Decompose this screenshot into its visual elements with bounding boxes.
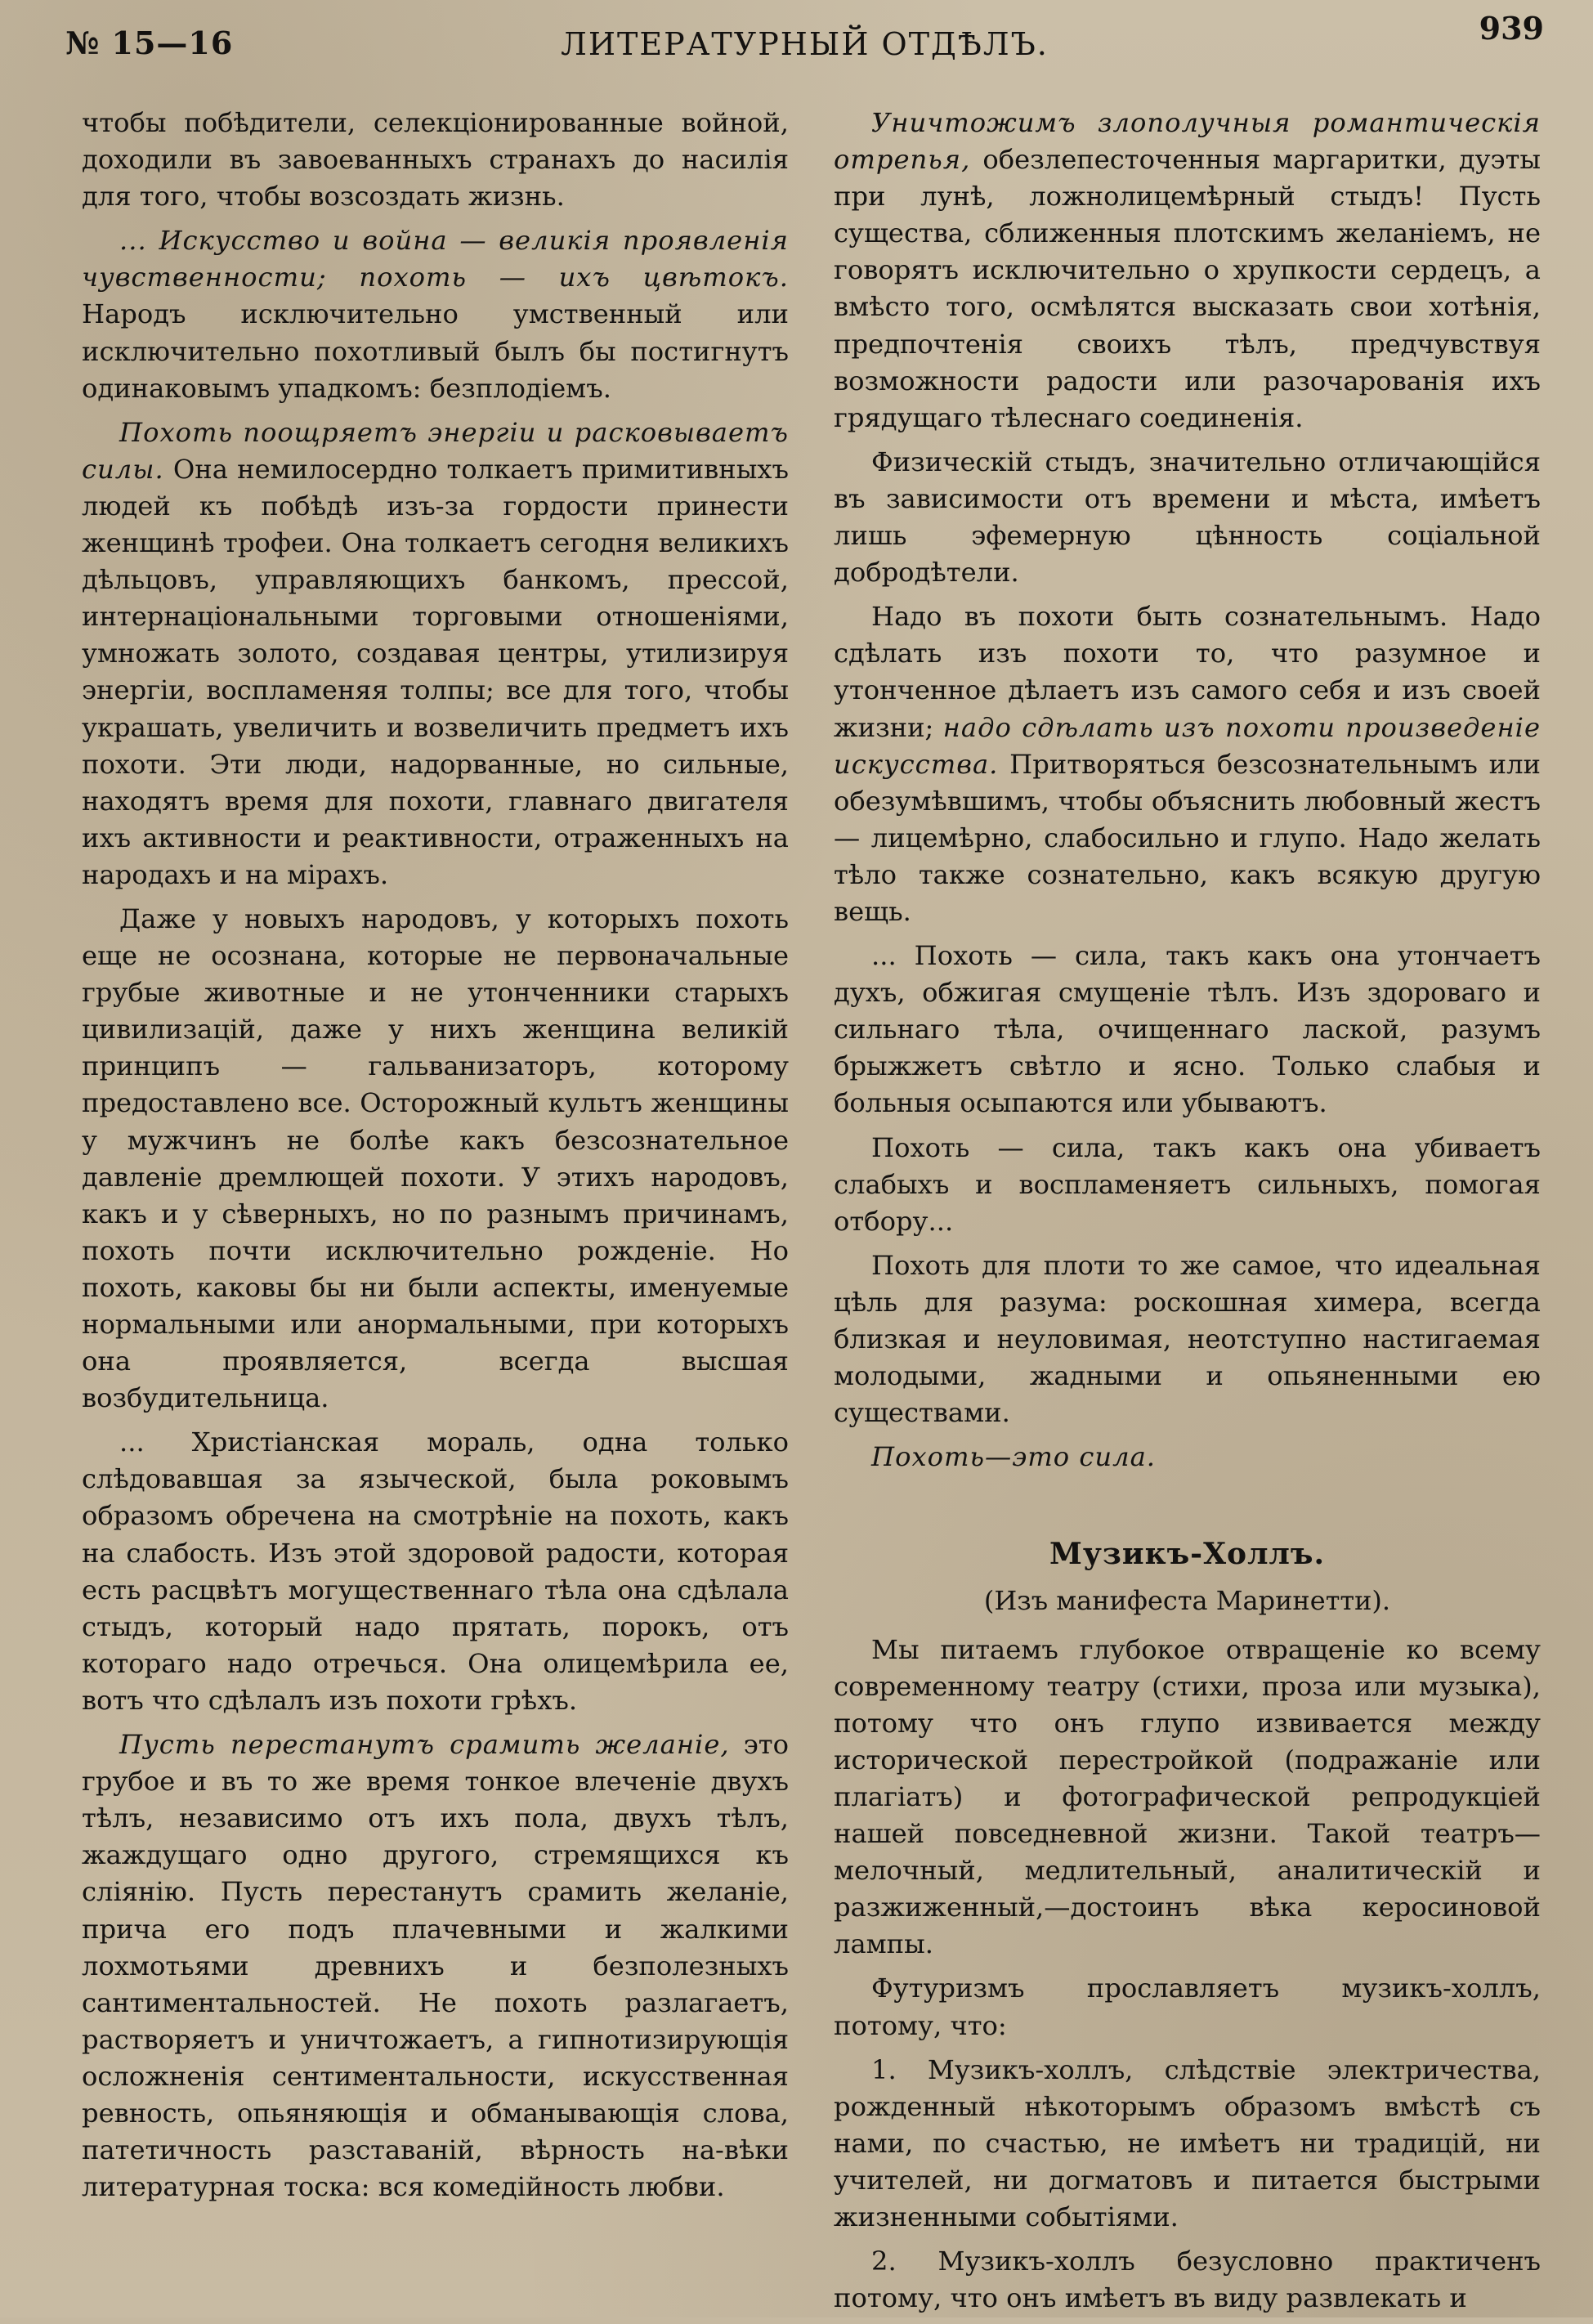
- running-head: [65, 10, 1544, 67]
- italic-passage: Похоть—это сила.: [871, 1441, 1157, 1473]
- italic-passage: Уничтожимъ злополучныя романтическія отрепья,: [834, 107, 1541, 176]
- section-title: ЛИТЕРАТУРНЫЙ ОТДѢЛЪ.: [561, 26, 1049, 62]
- list-item: 2. Музикъ-холлъ безусловно практиченъ потому, что онъ имѣетъ въ виду развлекать и: [834, 2246, 1541, 2314]
- list-item: 1. Музикъ-холлъ, слѣдствіе электричества, рожденный нѣкоторымъ образомъ вмѣстѣ съ нами, по счастью, не имѣетъ ни традицій, ни учителей, ни догматовъ и питается быстрыми жизненными событіями.: [834, 2053, 1541, 2232]
- article-heading: Музикъ-Холлъ.: [1049, 1537, 1325, 1572]
- paragraph-text: обезлепесточенныя маргаритки, дуэты при лунѣ, ложнолицемѣрный стыдъ! Пусть существа, сближенныя плотскимъ желаніемъ, не говорятъ исключительно о хрупкости сердецъ, а вмѣсто того, осмѣлятся высказать свои хотѣнія, предпочтенія своихъ тѣлъ, предчувствуя возможности радости или разочарованія ихъ грядущаго тѣлеснаго соединенія.: [834, 144, 1541, 433]
- italic-passage: Похоть поощряетъ энергіи и расковываетъ силы.: [82, 416, 789, 485]
- paragraph: [834, 105, 1541, 437]
- paragraph-text: Притворяться безсознательнымъ или обезумѣвшимъ, чтобы объяснить любовный жестъ — лицемѣрно, слабосильно и глупо. Надо желать тѣло также сознательно, какъ всякую другую вещь.: [834, 748, 1541, 927]
- page-number: 939: [1479, 10, 1544, 47]
- paragraph: Футуризмъ прославляетъ музикъ-холлъ, потому, что:: [834, 1972, 1541, 2041]
- paragraph: ... Похоть — сила, такъ какъ она утончаетъ духъ, обжигая смущеніе тѣлъ. Изъ здороваго и сильнаго тѣла, очищеннаго лаской, разумъ брыжжетъ свѣтло и ясно. Только слабыя и больныя осыпаются или убываютъ.: [834, 940, 1541, 1119]
- right-column: [834, 105, 1541, 2324]
- left-column: [82, 105, 789, 2213]
- paragraph: Похоть — сила, такъ какъ она убиваетъ слабыхъ и воспламеняетъ сильныхъ, помогая отбору...: [834, 1131, 1541, 1237]
- paragraph: Физическій стыдъ, значительно отличающійся въ зависимости отъ времени и мѣста, имѣетъ лишь эфемерную цѣнность соціальной добродѣтели.: [834, 446, 1541, 589]
- paragraph: [82, 1726, 789, 2205]
- italic-passage: надо сдѣлать изъ похоти произведеніе искусства.: [834, 711, 1541, 780]
- italic-passage: ... Искусство и война — великія проявленія чувственности; похоть — ихъ цвѣтокъ.: [82, 225, 789, 293]
- paragraph: [82, 414, 789, 893]
- paragraph: Мы питаемъ глубокое отвращеніе ко всему современному театру (стихи, проза или музыка), потому что онъ глупо извивается между исторической перестройкой (подражаніе или плагіатъ) и фотографической репродукціей нашей повседневной жизни. Такой театръ—мелочный, медлительный, аналитическій и разжиженный,—достоинъ вѣка керосиновой лампы.: [834, 1633, 1541, 1960]
- paragraph-text: Надо въ похоти быть сознательнымъ. Надо сдѣлать изъ похоти то, что разумное и утонченное дѣлаетъ изъ самого себя и изъ своей жизни;: [834, 601, 1541, 743]
- paragraph-text: это грубое и въ то же время тонкое влеченіе двухъ тѣлъ, независимо отъ ихъ пола, двухъ тѣлъ, жаждущаго одно другого, стремящихся къ сліянію. Пусть перестанутъ срамить желаніе, прича его подъ плачевными и жалкими лохмотьями древнихъ и безполезныхъ сантиментальностей. Не похоть разлагаетъ, растворяетъ и уничтожаетъ, а гипнотизирующія осложненія сентиментальности, искусственная ревность, опьяняющія и обманывающія слова, патетичность разставаній, вѣрность на-вѣки литературная тоска: вся комедійность любви.: [82, 1729, 789, 2203]
- paragraph: [834, 598, 1541, 930]
- issue-number: № 15—16: [65, 25, 234, 61]
- paragraph: [834, 1439, 1541, 1475]
- paragraph-text: Народъ исключительно умственный или исключительно похотливый былъ бы постигнутъ одинаковымъ упадкомъ: безплодіемъ.: [82, 298, 789, 404]
- article-subheading: (Изъ манифеста Маринетти).: [983, 1585, 1391, 1617]
- italic-passage: Пусть перестанутъ срамить желаніе,: [119, 1729, 730, 1761]
- paragraph: ... Христіанская мораль, одна только слѣдовавшая за языческой, была роковымъ образомъ обречена на смотрѣніе на похоть, какъ на слабость. Изъ этой здоровой радости, которая есть расцвѣтъ могущественнаго тѣла она сдѣлала стыдъ, который надо прятать, порокъ, отъ котораго надо отречься. Она олицемѣрила ее, вотъ что сдѣлалъ изъ похоти грѣхъ.: [82, 1426, 789, 1716]
- paragraph: Похоть для плоти то же самое, что идеальная цѣль для разума: роскошная химера, всегда близкая и неуловимая, неотступно настигаемая молодыми, жадными и опьяненными ею существами.: [834, 1249, 1541, 1429]
- paragraph-text: Она немилосердно толкаетъ примитивныхъ людей къ побѣдѣ изъ-за гордости принести женщинѣ трофеи. Она толкаетъ сегодня великихъ дѣльцовъ, управляющихъ банкомъ, прессой, интернаціональными торговыми отношеніями, умножать золото, создавая центры, утилизируя энергіи, воспламеняя толпы; все для того, чтобы украшать, увеличить и возвеличить предметъ ихъ похоти. Эти люди, надорванные, но сильные, находятъ время для похоти, главнаго двигателя ихъ активности и реактивности, отраженныхъ на народахъ и на мірахъ.: [82, 453, 789, 890]
- paragraph: [82, 222, 789, 406]
- paragraph: Даже у новыхъ народовъ, у которыхъ похоть еще не осознана, которые не первоначальные грубые животные и не утонченники старыхъ цивилизацій, даже у нихъ женщина великій принципъ — гальванизаторъ, которому предоставлено все. Осторожный культъ женщины у мужчинъ не болѣе какъ безсознательное давленіе дремлющей похоти. У этихъ народовъ, какъ и у сѣверныхъ, но по разнымъ причинамъ, похоть почти исключительно рожденіе. Но похоть, каковы бы ни были аспекты, именуемые нормальными или анормальными, при которыхъ она проявляется, всегда высшая возбудительница.: [82, 902, 789, 1414]
- paragraph: чтобы побѣдители, селекціонированные войной, доходили въ завоеванныхъ странахъ до насилія для того, чтобы возсоздать жизнь.: [82, 107, 789, 213]
